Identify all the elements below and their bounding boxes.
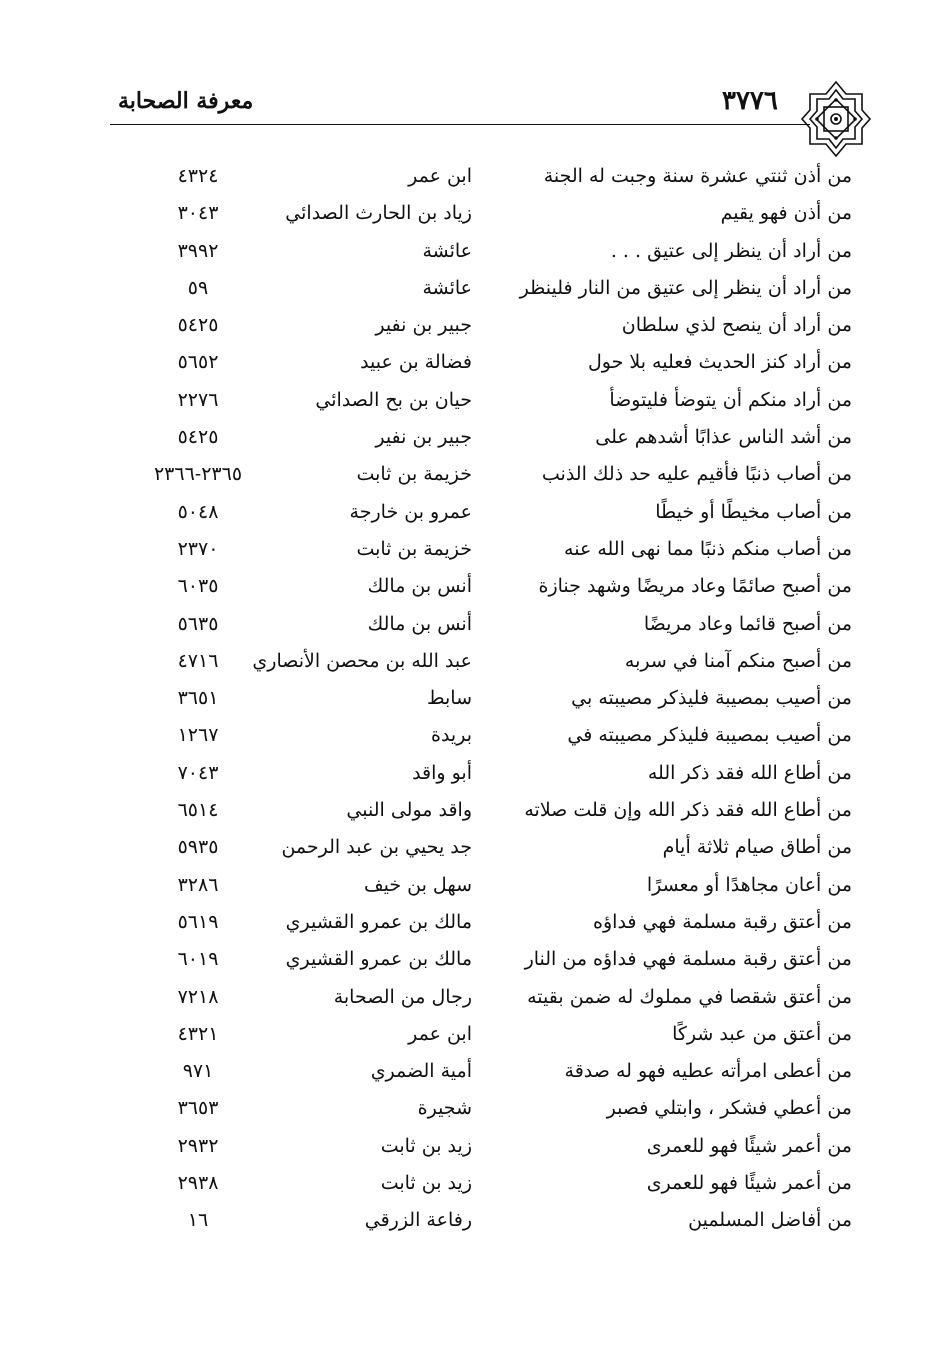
hadith-text: من أراد كنز الحديث فعليه بلا حول [587,351,852,374]
hadith-text: من أصاب منكم ذنبًا مما نهى الله عنه [564,537,852,560]
hadith-number: ١٢٦٧ [177,724,219,747]
narrator-name: عمرو بن خارجة [349,500,472,523]
hadith-text: من أراد منكم أن يتوضأ فليتوضأ [609,388,852,411]
hadith-text: من أذن فهو يقيم [720,202,852,225]
narrator-name: عائشة [422,276,472,299]
narrator-name: خزيمة بن ثابت [356,463,472,486]
hadith-number: ٢٣٦٥-٢٣٦٦ [153,463,243,486]
hadith-number: ٢٣٧٠ [177,537,219,560]
narrator-name: بريدة [431,724,472,747]
index-row [100,682,860,719]
hadith-number: ١٦ [187,1209,209,1232]
hadith-text: من أعتق من عبد شركًا [672,1022,852,1045]
hadith-number: ٤٣٢٤ [177,165,219,187]
narrator-name: عبد الله بن محصن الأنصاري [252,649,472,672]
index-row [100,533,860,570]
index-row [100,272,860,309]
narrator-name: ابن عمر [408,165,472,187]
narrator-name: رجال من الصحابة [333,985,472,1008]
hadith-text: من أطاع الله فقد ذكر الله [647,761,852,784]
narrator-name: شجيرة [417,1097,472,1120]
hadith-number: ٣٦٥١ [177,687,219,710]
hadith-text: من أعطى امرأته عطيه فهو له صدقة [564,1060,852,1083]
hadith-number: ٥٩ [187,276,209,299]
narrator-name: ابن عمر [408,1022,472,1045]
index-row [100,981,860,1018]
narrator-name: أمية الضمري [370,1060,472,1083]
hadith-number: ٥٤٢٥ [177,314,219,337]
hadith-number: ٥٠٤٨ [177,500,219,523]
page-number: ٣٧٧٦ [722,86,778,116]
hadith-number: ٦٥١٤ [177,799,219,822]
hadith-text: من أذن ثنتي عشرة سنة وجبت له الجنة [543,165,852,187]
narrator-name: فضالة بن عبيد [360,351,472,374]
index-row [100,197,860,234]
narrator-name: أبو واقد [412,761,472,784]
hadith-number: ٥٦٥٢ [177,351,219,374]
index-row [100,869,860,906]
hadith-text: من أطاق صيام ثلاثة أيام [662,836,852,859]
narrator-name: أنس بن مالك [367,575,472,598]
narrator-name: مالك بن عمرو القشيري [285,910,472,933]
hadith-text: من أعطي فشكر ، وابتلي فصبر [606,1097,852,1120]
hadith-text: من أراد أن ينظر إلى عتيق من النار فلينظر [519,276,852,299]
page-header [110,78,870,160]
hadith-text: من أعتق رقبة مسلمة فهي فداؤه من النار [524,948,852,971]
index-row [100,1055,860,1092]
hadith-text: من أعان مجاهدًا أو معسرًا [646,873,852,896]
hadith-text: من أفاضل المسلمين [688,1209,852,1232]
index-row [100,346,860,383]
index-row [100,1204,860,1241]
index-row [100,1018,860,1055]
hadith-text: من أعتق شقصا في مملوك له ضمن بقيته [527,985,852,1008]
hadith-number: ٢٩٣٢ [177,1134,219,1157]
hadith-number: ٤٧١٦ [177,649,219,672]
hadith-text: من أصبح منكم آمنا في سربه [624,649,852,672]
ornament-icon [800,78,872,160]
narrator-name: عائشة [422,239,472,262]
index-row [100,794,860,831]
hadith-text: من أصيب بمصيبة فليذكر مصيبته في [567,724,852,747]
hadith-number: ٥٤٢٥ [177,426,219,449]
index-row [100,496,860,533]
hadith-number: ٢٢٧٦ [177,388,219,411]
narrator-name: زيد بن ثابت [380,1172,472,1195]
hadith-text: من أصبح صائمًا وعاد مريضًا وشهد جنازة [538,575,852,598]
index-row [100,421,860,458]
index-row [100,645,860,682]
hadith-number: ٤٣٢١ [177,1022,219,1045]
hadith-text: من أعمر شيئًا فهو للعمرى [646,1172,852,1195]
hadith-number: ٧٢١٨ [177,985,219,1008]
hadith-number: ٦٠٣٥ [177,575,219,598]
narrator-name: رفاعة الزرقي [364,1209,472,1232]
index-row [100,1092,860,1129]
hadith-text: من أعمر شيئًا فهو للعمرى [646,1134,852,1157]
narrator-name: أنس بن مالك [367,612,472,635]
hadith-number: ٦٠١٩ [177,948,219,971]
hadith-text: من أراد أن ينظر إلى عتيق . . . [610,239,852,262]
book-title: معرفة الصحابة [118,88,254,114]
index-row [100,608,860,645]
hadith-number: ٧٠٤٣ [177,761,219,784]
index-row [100,943,860,980]
hadith-number: ٥٦٣٥ [177,612,219,635]
index-row [100,235,860,272]
narrator-name: جبير بن نفير [375,426,472,449]
narrator-name: واقد مولى النبي [346,799,472,822]
index-row [100,458,860,495]
hadith-number: ٣٢٨٦ [177,873,219,896]
hadith-text: من أصاب ذنبًا فأقيم عليه حد ذلك الذنب [541,463,852,486]
narrator-name: سابط [426,687,472,710]
hadith-number: ٥٩٣٥ [177,836,219,859]
hadith-text: من أصبح قائما وعاد مريضًا [643,612,852,635]
narrator-name: سهل بن خيف [363,873,472,896]
index-row [100,719,860,756]
narrator-name: جد يحيي بن عبد الرحمن [281,836,472,859]
index-row [100,757,860,794]
hadith-text: من أعتق رقبة مسلمة فهي فداؤه [593,910,852,933]
hadith-text: من أصيب بمصيبة فليذكر مصيبته بي [571,687,852,710]
narrator-name: حيان بن بح الصدائي [315,388,472,411]
narrator-name: مالك بن عمرو القشيري [285,948,472,971]
hadith-text: من أشد الناس عذابًا أشدهم على [595,426,852,449]
index-row [100,384,860,421]
hadith-number: ٣٩٩٢ [177,239,219,262]
narrator-name: جبير بن نفير [375,314,472,337]
narrator-name: زيد بن ثابت [380,1134,472,1157]
index-entries [100,160,860,1242]
index-row [100,160,860,197]
index-row [100,570,860,607]
narrator-name: خزيمة بن ثابت [356,537,472,560]
hadith-number: ٢٩٣٨ [177,1172,219,1195]
hadith-text: من أطاع الله فقد ذكر الله وإن قلت صلاته [524,799,852,822]
narrator-name: زياد بن الحارث الصدائي [285,202,472,225]
index-row [100,309,860,346]
hadith-number: ٥٦١٩ [177,910,219,933]
hadith-number: ٣٠٤٣ [177,202,219,225]
hadith-text: من أراد أن ينصح لذي سلطان [621,314,852,337]
index-row [100,1130,860,1167]
index-row [100,831,860,868]
index-row [100,1167,860,1204]
header-rule [110,124,810,125]
hadith-text: من أصاب مخيطًا أو خيطًا [655,500,852,523]
hadith-number: ٣٦٥٣ [177,1097,219,1120]
index-row [100,906,860,943]
hadith-number: ٩٧١ [182,1060,214,1083]
